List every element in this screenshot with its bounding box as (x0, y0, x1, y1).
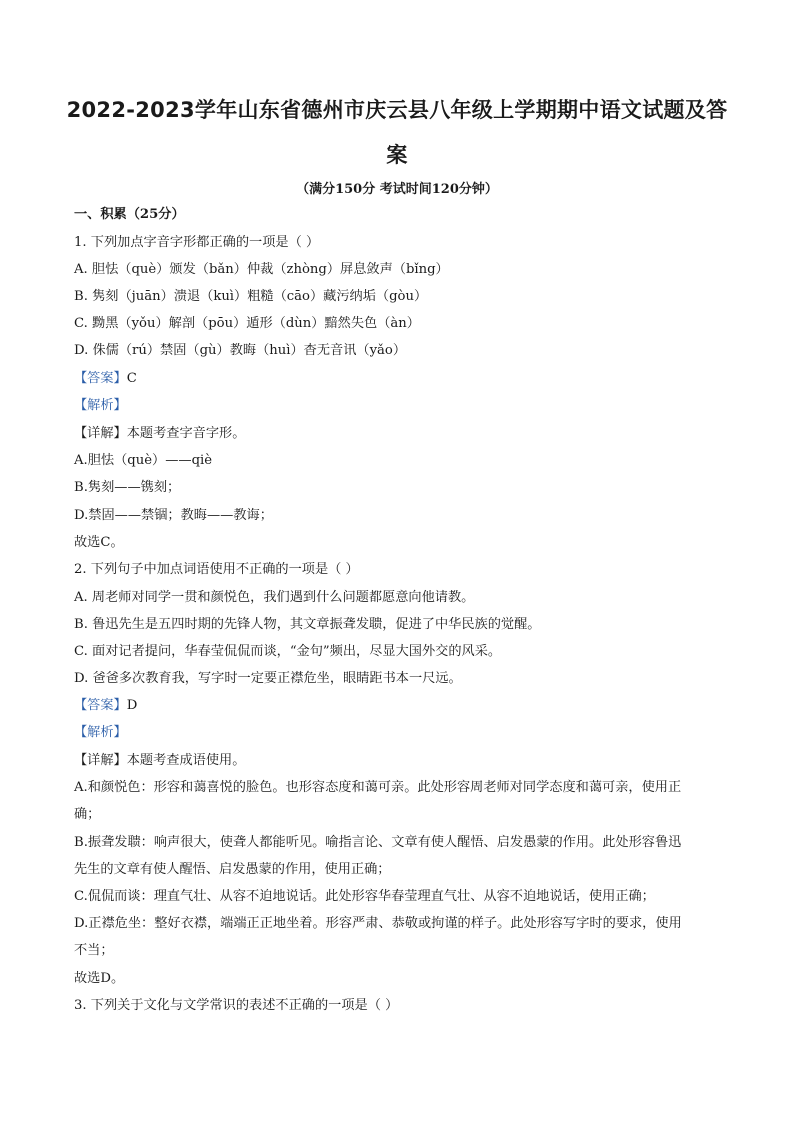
question-1-stem: 1. 下列加点字音字形都正确的一项是（ ） (74, 235, 320, 250)
question-2-option-b: B. 鲁迅先生是五四时期的先锋人物，其文章振聋发聩，促进了中华民族的觉醒。 (74, 617, 541, 632)
question-1-option-d: D. 侏儒（rú）禁固（gù）教晦（huì）杳无音讯（yǎo） (74, 343, 407, 358)
question-2-detail: 【详解】本题考查成语使用。 (74, 753, 246, 768)
question-1-explanation: 故选C。 (74, 535, 124, 550)
question-2-explanation: 确； (74, 807, 101, 822)
question-1-analysis-tag: 【解析】 (74, 398, 127, 413)
question-1-option-a: A. 胆怯（què）颁发（bǎn）仲裁（zhòng）屏息敛声（bǐng） (74, 262, 449, 277)
question-1-answer (74, 369, 137, 389)
question-1-explanation: A.胆怯（què）——qiè (74, 453, 213, 468)
question-1-explanation: B.隽刻——镌刻； (74, 480, 181, 495)
question-2-explanation: 先生的文章有使人醒悟、启发愚蒙的作用，使用正确； (74, 862, 391, 877)
answer-value: D (126, 698, 138, 713)
answer-value: C (126, 371, 137, 386)
question-2-explanation: B.振聋发聩：响声很大，使聋人都能听见。喻指言论、文章有使人醒悟、启发愚蒙的作用。此处形容鲁迅 (74, 835, 682, 850)
question-2-explanation: D.正襟危坐：整好衣襟，端端正正地坐着。形容严肃、恭敬或拘谨的样子。此处形容写字时的要求，使用 (74, 916, 682, 931)
question-2-analysis-tag: 【解析】 (74, 725, 127, 740)
question-2-answer (74, 696, 137, 716)
question-2-explanation: C.侃侃而谈：理直气壮、从容不迫地说话。此处形容华春莹理直气壮、从容不迫地说话，使用正确； (74, 889, 655, 904)
document-title-line1: 2022-2023学年山东省德州市庆云县八年级上学期期中语文试题及答 (66, 98, 728, 122)
question-2-option-c: C. 面对记者提问，华春莹侃侃而谈，“金句”频出，尽显大国外交的风采。 (74, 644, 502, 659)
question-2-explanation: 不当； (74, 943, 114, 958)
answer-tag: 【答案】 (74, 698, 127, 713)
question-1-option-c: C. 黝黑（yǒu）解剖（pōu）遁形（dùn）黯然失色（àn） (74, 316, 420, 331)
question-2-stem: 2. 下列句子中加点词语使用不正确的一项是（ ） (74, 562, 359, 577)
question-2-explanation: A.和颜悦色：形容和蔼喜悦的脸色。也形容态度和蔼可亲。此处形容周老师对同学态度和蔼可亲，使用正 (74, 780, 682, 795)
question-1-option-b: B. 隽刻（juān）溃退（kuì）粗糙（cāo）藏污纳垢（gòu） (74, 289, 428, 304)
question-2-explanation: 故选D。 (74, 971, 125, 986)
document-title-line2: 案 (386, 143, 408, 167)
exam-info: （满分150分 考试时间120分钟） (296, 182, 498, 197)
answer-tag: 【答案】 (74, 371, 127, 386)
question-2-option-a: A. 周老师对同学一贯和颜悦色，我们遇到什么问题都愿意向他请教。 (74, 590, 475, 605)
question-3-stem: 3. 下列关于文化与文学常识的表述不正确的一项是（ ） (74, 998, 399, 1013)
question-2-option-d: D. 爸爸多次教育我，写字时一定要正襟危坐，眼睛距书本一尺远。 (74, 671, 462, 686)
question-1-detail: 【详解】本题考查字音字形。 (74, 426, 246, 441)
section-heading: 一、积累（25分） (74, 207, 185, 222)
question-1-explanation: D.禁固——禁锢；教晦——教诲； (74, 508, 273, 523)
